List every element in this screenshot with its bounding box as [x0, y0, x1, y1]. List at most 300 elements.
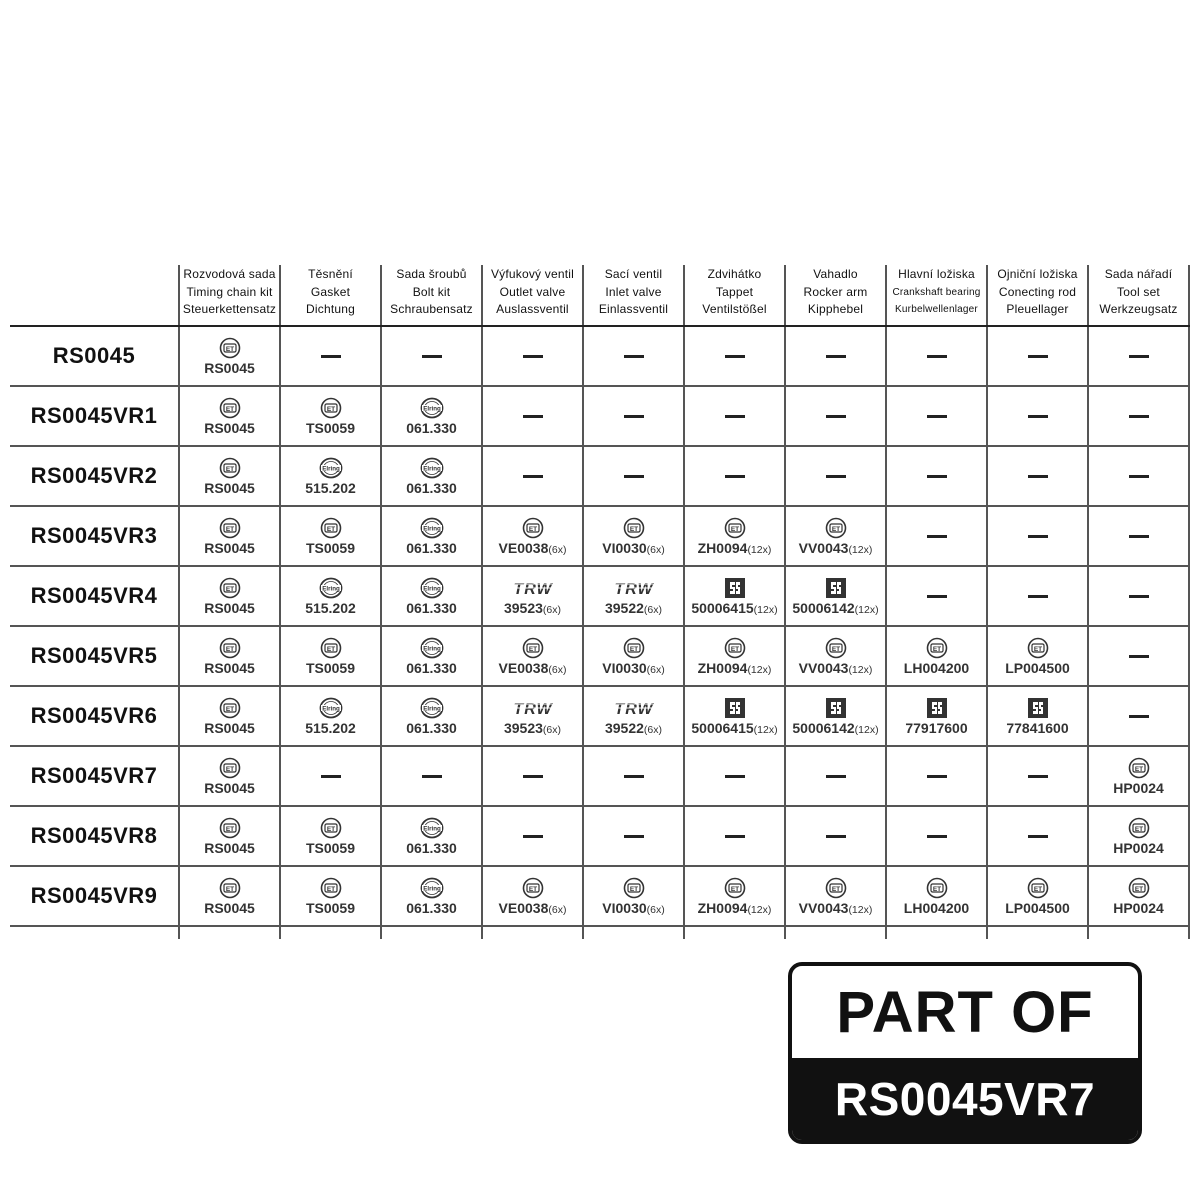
table-cell — [988, 327, 1089, 385]
table-cell — [281, 687, 382, 745]
table-cell — [281, 867, 382, 925]
et-logo-icon — [522, 637, 544, 659]
part-number — [1113, 900, 1164, 916]
table-cell — [988, 387, 1089, 445]
part-quantity: (12x) — [747, 903, 772, 916]
sks-logo-icon — [825, 577, 847, 599]
not-included-dash — [1028, 595, 1048, 598]
not-included-dash — [1129, 715, 1149, 718]
column-header-line: Conecting rod — [998, 284, 1077, 299]
table-cell — [584, 807, 685, 865]
part-number — [1005, 900, 1070, 916]
et-logo-icon — [623, 637, 645, 659]
tail-cell — [180, 927, 281, 939]
svg-text:Elring: Elring — [422, 645, 441, 652]
not-included-dash — [624, 355, 644, 358]
trw-logo-icon — [510, 697, 556, 719]
svg-text:ET: ET — [326, 885, 335, 893]
kit-code-label: RS0045VR6 — [10, 687, 180, 745]
table-cell — [1089, 507, 1190, 565]
column-header-line: Zdvihátko — [707, 267, 762, 281]
table-cell — [382, 447, 483, 505]
et-logo-icon — [320, 817, 342, 839]
table-cell — [584, 627, 685, 685]
table-cell — [786, 627, 887, 685]
table-cell — [1089, 807, 1190, 865]
part-number — [305, 600, 356, 616]
table-cell — [382, 567, 483, 625]
not-included-dash — [624, 775, 644, 778]
kit-code-label: RS0045VR3 — [10, 507, 180, 565]
part-number — [792, 720, 878, 736]
et-logo-icon — [1128, 817, 1150, 839]
part-number-value: VE0038 — [498, 539, 549, 556]
et-logo-icon — [623, 877, 645, 899]
tail-cell — [786, 927, 887, 939]
part-number-value: RS0045 — [204, 839, 255, 856]
svg-text:Elring: Elring — [321, 465, 340, 472]
svg-text:ET: ET — [730, 885, 739, 893]
column-header — [685, 265, 786, 325]
table-cell — [281, 627, 382, 685]
svg-text:ET: ET — [326, 645, 335, 653]
et-logo-icon — [926, 877, 948, 899]
table-cell — [988, 747, 1089, 805]
table-row — [10, 387, 1190, 447]
svg-text:Elring: Elring — [422, 465, 441, 472]
table-cell — [483, 687, 584, 745]
part-number — [504, 600, 561, 616]
column-header — [786, 265, 887, 325]
part-number — [306, 900, 355, 916]
svg-text:ET: ET — [1033, 885, 1042, 893]
not-included-dash — [725, 775, 745, 778]
tail-cell — [483, 927, 584, 939]
table-cell — [887, 447, 988, 505]
table-cell — [180, 687, 281, 745]
part-number — [204, 480, 255, 496]
part-number — [698, 660, 772, 676]
table-cell — [382, 627, 483, 685]
table-cell — [180, 867, 281, 925]
svg-text:ET: ET — [225, 345, 234, 353]
svg-text:ET: ET — [932, 645, 941, 653]
part-number — [499, 540, 567, 556]
part-number — [306, 420, 355, 436]
table-cell — [382, 747, 483, 805]
part-number — [602, 540, 664, 556]
tail-cell — [988, 927, 1089, 939]
part-number-value: 50006415 — [691, 599, 754, 616]
part-number-value: VV0043 — [798, 899, 849, 916]
part-number — [204, 600, 255, 616]
table-cell — [281, 807, 382, 865]
column-header-line: Rocker arm — [803, 284, 868, 299]
part-number-value: 515.202 — [305, 719, 356, 736]
kit-code-label: RS0045 — [10, 327, 180, 385]
column-header-line: Vahadlo — [813, 267, 858, 281]
not-included-dash — [826, 355, 846, 358]
kit-code-label: RS0045VR4 — [10, 567, 180, 625]
table-cell — [584, 447, 685, 505]
part-number-value: 061.330 — [406, 419, 457, 436]
part-number-value: 39522 — [604, 599, 644, 616]
et-logo-icon — [825, 517, 847, 539]
elring-logo-icon — [420, 517, 444, 539]
svg-text:ET: ET — [326, 825, 335, 833]
svg-text:Elring: Elring — [321, 585, 340, 592]
table-cell — [180, 507, 281, 565]
table-cell — [180, 807, 281, 865]
part-quantity: (6x) — [542, 723, 562, 736]
part-quantity: (6x) — [646, 663, 665, 676]
not-included-dash — [624, 475, 644, 478]
not-included-dash — [321, 355, 341, 358]
column-header-line: Crankshaft bearing — [892, 286, 981, 298]
part-number — [698, 540, 772, 556]
header-corner — [10, 265, 180, 325]
part-quantity: (12x) — [854, 603, 879, 616]
column-header-line: Einlassventil — [598, 302, 669, 316]
column-header-line: Rozvodová sada — [183, 267, 276, 281]
table-cell — [483, 387, 584, 445]
part-number — [204, 720, 255, 736]
part-quantity: (6x) — [548, 543, 567, 556]
part-number — [204, 780, 255, 796]
svg-text:ET: ET — [629, 885, 638, 893]
kit-code-label: RS0045VR7 — [10, 747, 180, 805]
svg-text:Elring: Elring — [422, 705, 441, 712]
part-number — [305, 720, 356, 736]
part-number — [499, 900, 567, 916]
part-number-value: TS0059 — [305, 539, 356, 556]
table-cell — [988, 447, 1089, 505]
not-included-dash — [725, 475, 745, 478]
part-number — [406, 900, 457, 916]
et-logo-icon — [623, 517, 645, 539]
table-cell — [180, 387, 281, 445]
part-quantity: (12x) — [854, 723, 879, 736]
kit-code-label: RS0045VR8 — [10, 807, 180, 865]
table-cell — [180, 627, 281, 685]
part-number — [204, 420, 255, 436]
not-included-dash — [523, 835, 543, 838]
not-included-dash — [725, 835, 745, 838]
table-row — [10, 747, 1190, 807]
column-header-line: Hlavní ložiska — [898, 267, 975, 281]
table-body — [10, 327, 1190, 927]
svg-text:ET: ET — [225, 405, 234, 413]
et-logo-icon — [724, 517, 746, 539]
part-number — [904, 660, 969, 676]
part-number — [306, 540, 355, 556]
table-cell — [685, 507, 786, 565]
sks-logo-icon — [825, 697, 847, 719]
part-quantity: (6x) — [548, 903, 567, 916]
part-quantity: (6x) — [646, 903, 665, 916]
part-number — [204, 840, 255, 856]
svg-text:ET: ET — [629, 645, 638, 653]
sks-logo-icon — [724, 697, 746, 719]
sks-logo-icon — [1027, 697, 1049, 719]
part-number — [691, 720, 777, 736]
table-cell — [281, 327, 382, 385]
et-logo-icon — [1027, 877, 1049, 899]
column-header-line: Sada šroubů — [396, 267, 467, 281]
part-number-value: HP0024 — [1113, 839, 1164, 856]
tail-cell — [10, 927, 180, 939]
table-cell — [685, 447, 786, 505]
part-number — [905, 720, 967, 736]
table-cell — [382, 867, 483, 925]
column-header-line: Sací ventil — [604, 267, 663, 281]
part-quantity: (12x) — [753, 603, 778, 616]
part-number-value: VI0030 — [602, 539, 647, 556]
table-cell — [483, 327, 584, 385]
svg-text:ET: ET — [932, 885, 941, 893]
part-number — [504, 720, 561, 736]
column-header — [1089, 265, 1190, 325]
part-number — [605, 600, 662, 616]
et-logo-icon — [522, 877, 544, 899]
tail-cell — [887, 927, 988, 939]
table-cell — [988, 507, 1089, 565]
table-cell — [988, 627, 1089, 685]
tail-cell — [281, 927, 382, 939]
trw-logo-icon — [510, 577, 556, 599]
elring-logo-icon — [319, 577, 343, 599]
table-cell — [786, 687, 887, 745]
part-number — [204, 540, 255, 556]
part-quantity: (6x) — [542, 603, 562, 616]
compatibility-table — [10, 265, 1190, 939]
table-cell — [1089, 867, 1190, 925]
part-number-value: 77841600 — [1006, 719, 1069, 736]
trw-logo-icon — [611, 577, 657, 599]
part-number-value: TS0059 — [305, 659, 356, 676]
table-cell — [786, 447, 887, 505]
table-header — [10, 265, 1190, 327]
column-header-line: Pleuellager — [1006, 302, 1069, 316]
et-logo-icon — [219, 517, 241, 539]
table-cell — [1089, 687, 1190, 745]
table-cell — [180, 567, 281, 625]
part-number-value: RS0045 — [204, 599, 255, 616]
part-number-value: 39523 — [503, 719, 543, 736]
not-included-dash — [1129, 415, 1149, 418]
part-number-value: 50006415 — [691, 719, 754, 736]
part-number — [605, 720, 662, 736]
table-cell — [685, 867, 786, 925]
column-header — [584, 265, 685, 325]
table-cell — [685, 687, 786, 745]
not-included-dash — [523, 775, 543, 778]
not-included-dash — [826, 475, 846, 478]
not-included-dash — [1028, 475, 1048, 478]
svg-text:ET: ET — [225, 705, 234, 713]
not-included-dash — [725, 355, 745, 358]
et-logo-icon — [219, 577, 241, 599]
table-cell — [685, 627, 786, 685]
part-number-value: RS0045 — [204, 479, 255, 496]
elring-logo-icon — [420, 577, 444, 599]
column-header-line: Inlet valve — [605, 284, 662, 299]
elring-logo-icon — [420, 697, 444, 719]
part-number-value: 515.202 — [305, 479, 356, 496]
part-quantity: (12x) — [848, 663, 873, 676]
not-included-dash — [826, 775, 846, 778]
part-number — [698, 900, 772, 916]
column-header-line: Sada nářadí — [1104, 267, 1173, 281]
part-number — [799, 540, 873, 556]
part-number — [306, 660, 355, 676]
part-number-value: 061.330 — [406, 479, 457, 496]
sks-logo-icon — [926, 697, 948, 719]
column-header — [180, 265, 281, 325]
part-number-value: 515.202 — [305, 599, 356, 616]
et-logo-icon — [219, 337, 241, 359]
column-header-line: Gasket — [310, 284, 351, 299]
part-number-value: 061.330 — [406, 839, 457, 856]
table-cell — [1089, 627, 1190, 685]
svg-text:ET: ET — [225, 885, 234, 893]
not-included-dash — [422, 355, 442, 358]
column-header-line: Těsnění — [308, 267, 353, 281]
part-number-value: LP004500 — [1005, 659, 1070, 676]
part-number-value: 061.330 — [406, 899, 457, 916]
svg-text:ET: ET — [1033, 645, 1042, 653]
part-number — [305, 480, 356, 496]
table-cell — [584, 327, 685, 385]
table-cell — [382, 327, 483, 385]
et-logo-icon — [522, 517, 544, 539]
part-number-value: ZH0094 — [697, 899, 748, 916]
table-cell — [887, 387, 988, 445]
table-cell — [483, 447, 584, 505]
svg-text:TRW: TRW — [613, 580, 654, 597]
not-included-dash — [1028, 415, 1048, 418]
part-number-value: RS0045 — [204, 359, 255, 376]
table-cell — [786, 747, 887, 805]
kit-code-label: RS0045VR9 — [10, 867, 180, 925]
column-header-line: Auslassventil — [496, 302, 569, 316]
table-cell — [180, 747, 281, 805]
svg-text:ET: ET — [528, 885, 537, 893]
table-cell — [685, 327, 786, 385]
part-number-value: VE0038 — [498, 659, 549, 676]
table-cell — [887, 867, 988, 925]
et-logo-icon — [219, 457, 241, 479]
not-included-dash — [523, 475, 543, 478]
elring-logo-icon — [319, 457, 343, 479]
table-cell — [685, 387, 786, 445]
table-cell — [786, 507, 887, 565]
part-number-value: 061.330 — [406, 659, 457, 676]
part-number — [799, 660, 873, 676]
part-number-value: ZH0094 — [697, 539, 748, 556]
kit-code-label: RS0045VR2 — [10, 447, 180, 505]
column-header-line: Timing chain kit — [186, 284, 273, 299]
part-quantity: (6x) — [643, 723, 663, 736]
table-row — [10, 687, 1190, 747]
column-header-line: Werkzeugsatz — [1099, 302, 1178, 316]
table-cell — [786, 387, 887, 445]
table-cell — [281, 747, 382, 805]
table-cell — [1089, 747, 1190, 805]
part-number-value: RS0045 — [204, 719, 255, 736]
part-number — [406, 480, 457, 496]
elring-logo-icon — [420, 877, 444, 899]
svg-text:ET: ET — [225, 645, 234, 653]
table-cell — [180, 327, 281, 385]
not-included-dash — [1129, 355, 1149, 358]
not-included-dash — [1129, 475, 1149, 478]
part-number — [204, 660, 255, 676]
table-cell — [584, 507, 685, 565]
column-header-line: Výfukový ventil — [490, 267, 575, 281]
svg-text:ET: ET — [629, 525, 638, 533]
not-included-dash — [927, 415, 947, 418]
table-cell — [382, 807, 483, 865]
svg-text:ET: ET — [326, 525, 335, 533]
part-number-value: RS0045 — [204, 659, 255, 676]
elring-logo-icon — [420, 817, 444, 839]
part-number-value: RS0045 — [204, 899, 255, 916]
table-row — [10, 327, 1190, 387]
column-header-line: Tappet — [715, 284, 754, 299]
not-included-dash — [927, 475, 947, 478]
table-cell — [483, 627, 584, 685]
part-quantity: (12x) — [747, 543, 772, 556]
part-number-value: 39522 — [604, 719, 644, 736]
svg-text:ET: ET — [528, 525, 537, 533]
part-number-value: 39523 — [503, 599, 543, 616]
part-quantity: (12x) — [753, 723, 778, 736]
not-included-dash — [826, 835, 846, 838]
elring-logo-icon — [420, 397, 444, 419]
part-number-value: HP0024 — [1113, 779, 1164, 796]
svg-text:ET: ET — [225, 465, 234, 473]
part-quantity: (12x) — [747, 663, 772, 676]
part-number-value: 77917600 — [905, 719, 968, 736]
not-included-dash — [725, 415, 745, 418]
et-logo-icon — [1027, 637, 1049, 659]
table-cell — [786, 867, 887, 925]
table-cell — [584, 747, 685, 805]
not-included-dash — [624, 415, 644, 418]
elring-logo-icon — [420, 457, 444, 479]
not-included-dash — [927, 775, 947, 778]
tail-cell — [584, 927, 685, 939]
part-number — [204, 360, 255, 376]
part-number-value: TS0059 — [305, 899, 356, 916]
et-logo-icon — [219, 397, 241, 419]
part-number — [1113, 840, 1164, 856]
part-number — [792, 600, 878, 616]
table-cell — [483, 807, 584, 865]
table-cell — [685, 747, 786, 805]
part-of-badge — [788, 962, 1142, 1144]
table-cell — [483, 867, 584, 925]
table-cell — [382, 687, 483, 745]
part-quantity: (6x) — [643, 603, 663, 616]
elring-logo-icon — [319, 697, 343, 719]
not-included-dash — [826, 415, 846, 418]
not-included-dash — [1028, 775, 1048, 778]
part-number-value: RS0045 — [204, 419, 255, 436]
et-logo-icon — [320, 877, 342, 899]
svg-text:ET: ET — [225, 525, 234, 533]
